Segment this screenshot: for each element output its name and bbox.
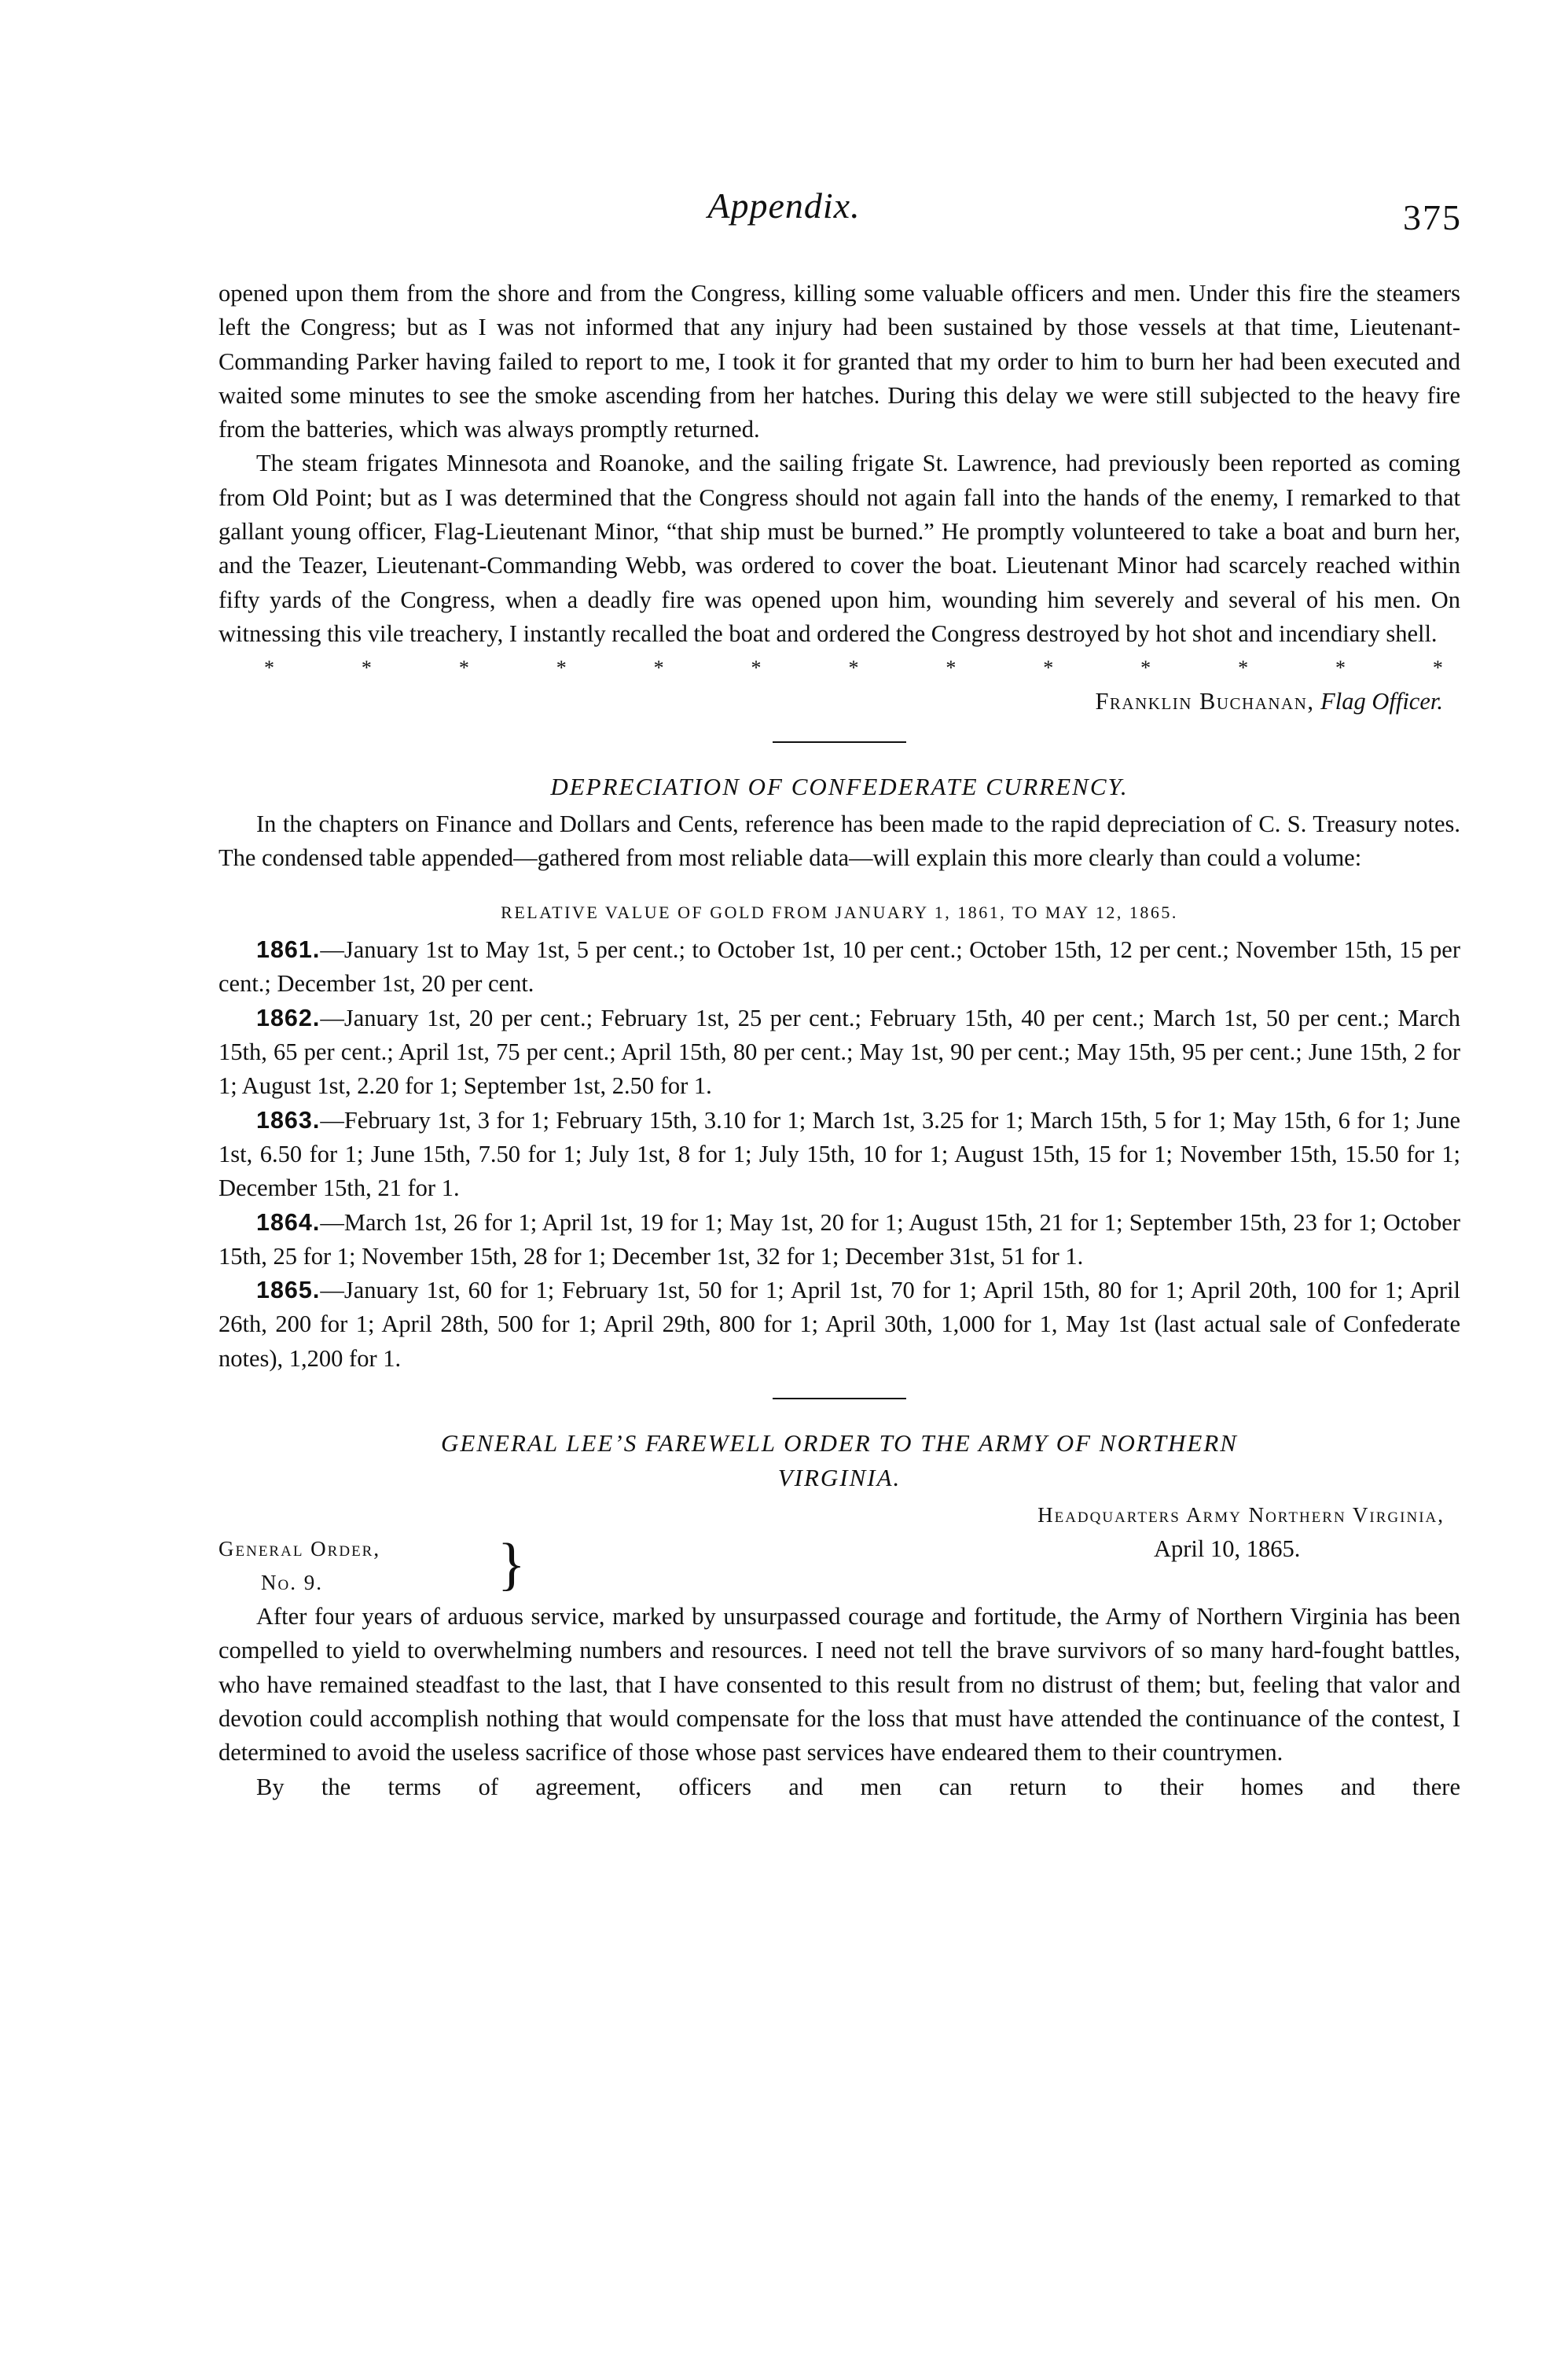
currency-entry-1863 xyxy=(218,1104,1460,1206)
farewell-heading xyxy=(218,1426,1460,1495)
order-number: No. 9. xyxy=(261,1571,323,1595)
entry-year: 1863. xyxy=(256,1106,321,1134)
star-mark: * xyxy=(361,656,372,680)
entry-year: 1862. xyxy=(256,1004,321,1031)
running-head: Appendix. xyxy=(707,186,861,226)
currency-entry-1865 xyxy=(218,1274,1460,1376)
star-mark: * xyxy=(458,656,469,680)
currency-entry-1862 xyxy=(218,1002,1460,1104)
entry-text: —February 1st, 3 for 1; February 15th, 3.10 for 1; March 1st, 3.25 for 1; March 15th, 5 for 1; May 15th, 6 for 1; June 1st, 6.50 for 1; June 15th, 7.50 for 1; July 1st, 8 for 1; July 15th, 10 for 1; August 15th, 15 for 1; November 15th, 15.50 for 1; December 15th, 21 for 1. xyxy=(218,1106,1460,1202)
star-mark: * xyxy=(556,656,567,680)
entry-year: 1865. xyxy=(256,1277,321,1304)
section-divider xyxy=(773,1398,906,1399)
currency-entry-1864 xyxy=(218,1206,1460,1274)
farewell-heading-line: GENERAL LEE’S FAREWELL ORDER TO THE ARMY OF NORTHERN xyxy=(441,1429,1238,1458)
paragraph: After four years of arduous service, marked by unsurpassed courage and fortitude, the Army of Northern Virginia has been compelled to yield to overwhelming numbers and resources. I need not tell the brave survivors of so many hard-fought battles, who have remained steadfast to the last, that I have consented to this result from no distrust of them; but, feeling that valor and devotion could accomplish nothing that would compensate for the loss that must have attended the continuance of the contest, I determined to avoid the useless sacrifice of those whose past services have endeared them to their countrymen. xyxy=(218,1603,1460,1766)
star-mark: * xyxy=(1238,656,1249,680)
currency-entry-1861 xyxy=(218,933,1460,1002)
paragraph: By the terms of agreement, officers and men can return to their homes and there xyxy=(256,1773,1460,1800)
paragraph: The steam frigates Minnesota and Roanoke, and the sailing frigate St. Lawrence, had previously been reported as coming from Old Point; but as I was determined that the Congress should not again fall into the hands of the enemy, I remarked to that gallant young officer, Flag-Lieutenant Minor, “that ship must be burned.” He promptly volunteered to take a boat and burn her, and the Teazer, Lieutenant-Commanding Webb, was ordered to cover the boat. Lieutenant Minor had scarcely reached within fifty yards of the Congress, when a deadly fire was opened upon him, wounding him severely and several of his men. On witnessing this vile treachery, I instantly recalled the boat and ordered the Congress destroyed by hot shot and incendiary shell. xyxy=(218,450,1460,647)
entry-text: —January 1st, 20 per cent.; February 1st, 25 per cent.; February 15th, 40 per cent.; March 1st, 50 per cent.; March 15th, 65 per cent.; April 1st, 75 per cent.; April 15th, 80 per cent.; May 1st, 90 per cent.; May 15th, 95 per cent.; June 15th, 2 for 1; August 1st, 2.20 for 1; September 1st, 2.50 for 1. xyxy=(218,1004,1460,1100)
currency-intro: In the chapters on Finance and Dollars and Cents, reference has been made to the rapid depreciation of C. S. Treasury notes. The condensed table appended—gathered from most reliable data—will explain this more clearly than could a volume: xyxy=(218,810,1460,871)
entry-text: —January 1st to May 1st, 5 per cent.; to October 1st, 10 per cent.; October 15th, 12 per cent.; November 15th, 15 per cent.; December 1st, 20 per cent. xyxy=(218,936,1460,998)
star-mark: * xyxy=(1335,656,1346,680)
currency-heading: DEPRECIATION OF CONFEDERATE CURRENCY. xyxy=(550,772,1129,800)
star-mark: * xyxy=(848,656,859,680)
order-label: General Order, xyxy=(218,1537,381,1561)
body-text xyxy=(218,277,1460,1804)
star-mark: * xyxy=(946,656,957,680)
order-designation xyxy=(218,1532,380,1600)
signature-line xyxy=(218,685,1460,719)
signature-name: Franklin Buchanan, xyxy=(1095,688,1315,715)
page-number: 375 xyxy=(1403,197,1462,237)
entry-text: —March 1st, 26 for 1; April 1st, 19 for 1; May 1st, 20 for 1; August 15th, 21 for 1; September 15th, 23 for 1; October 15th, 25 for 1; November 15th, 28 for 1; December 1st, 32 for 1; December 31st, 51 for 1. xyxy=(218,1208,1460,1270)
entry-year: 1861. xyxy=(256,936,321,964)
ellipsis-stars xyxy=(218,651,1460,685)
entry-text: —January 1st, 60 for 1; February 1st, 50 for 1; April 1st, 70 for 1; April 15th, 80 for 1; April 20th, 100 for 1; April 26th, 200 for 1; April 28th, 500 for 1; April 29th, 800 for 1; April 30th, 1,000 for 1, May 1st (last actual sale of Confederate notes), 1,200 for 1. xyxy=(218,1277,1460,1372)
section-divider xyxy=(773,741,906,743)
headquarters-line: Headquarters Army Northern Virginia, xyxy=(1037,1503,1445,1527)
brace-mark: } xyxy=(498,1532,526,1597)
star-mark: * xyxy=(1043,656,1054,680)
star-mark: * xyxy=(1140,656,1151,680)
farewell-heading-line: VIRGINIA. xyxy=(777,1464,902,1492)
order-block xyxy=(218,1532,1460,1600)
gold-value-heading: RELATIVE VALUE OF GOLD FROM JANUARY 1, 1861, TO MAY 12, 1865. xyxy=(501,902,1178,923)
star-mark: * xyxy=(264,656,274,680)
star-mark: * xyxy=(751,656,762,680)
entry-year: 1864. xyxy=(256,1208,321,1236)
order-date: April 10, 1865. xyxy=(1154,1535,1301,1563)
paragraph: opened upon them from the shore and from the Congress, killing some valuable officers and men. Under this fire the steamers left the Congress; but as I was not informed that any injury had been sustained by those vessels at that time, Lieutenant-Commanding Parker having failed to report to me, I took it for granted that my order to him to burn her had been executed and waited some minutes to see the smoke ascending from her hatches. During this delay we were still subjected to the heavy fire from the batteries, which was always promptly returned. xyxy=(218,280,1460,443)
signature-title: Flag Officer. xyxy=(1320,688,1443,715)
star-mark: * xyxy=(1432,656,1443,680)
star-mark: * xyxy=(653,656,664,680)
